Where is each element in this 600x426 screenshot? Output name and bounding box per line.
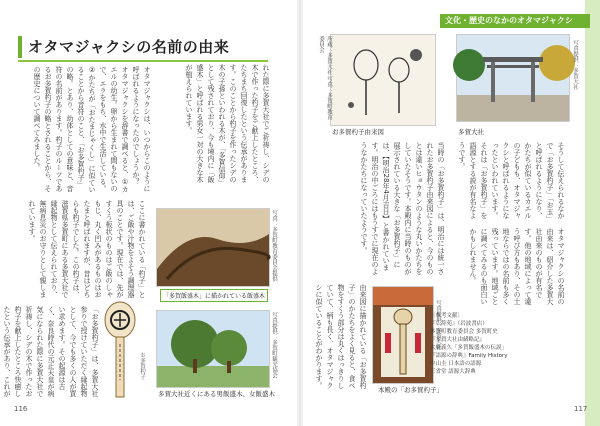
shrine-caption: 多賀大社 [458, 128, 484, 136]
right-column-2: 由来図に描かれている「お多賀杓子」のかたちをよく見ると、食べ物をすくう部分は丸くはっきりしていて、柄も長く、オタマジャクシに似ていることがわかります。 [315, 284, 367, 389]
shiki-photo-credit: 写真：多賀町教育委員会提供 [271, 210, 277, 282]
references-block [430, 312, 550, 376]
shiki-tree-photo [156, 208, 270, 287]
trees-photo-credit: 写真提供：多賀町観光協会 [271, 312, 277, 378]
reference-item: 大鹿義久「多賀飯盛木の伝説」 [430, 345, 508, 351]
gutter [297, 0, 303, 426]
shrine-photo [456, 34, 570, 122]
reference-item: 中山圭 日本語の語源 [430, 361, 482, 367]
article-title: オタマジャクシの名前の由来 [28, 38, 230, 56]
right-column-4: オタマジャクシの名前の由来は、紹介した多賀大社由来のものが有名です。他の地域によって違う呼び方もあり、その土地ならではの名前も多く残っています。地域ごとに調べてみるのも面白いかもしれません。 [469, 228, 565, 305]
trees-image [157, 311, 269, 387]
left-low-column: 「お多賀杓子」は、多賀大社参りで授けていただく縁起物として、今でも多くの人が買い求めます。その起源は古く、奈良時代の元正天皇が病気になられた際に多賀大社で祈祷し、シデの木で作ったお杓子を献上したところ快癒したという伝承があり、これが [3, 306, 99, 397]
trees-caption: 多賀大社近くにある男飯盛木、女飯盛木 [158, 390, 275, 398]
section-label: 文化・歴史のなかのオタマジャクシ [445, 16, 573, 25]
diagram-sketch-image [331, 35, 435, 125]
article-title-box [18, 34, 268, 62]
section-header [0, 14, 600, 28]
ladle-illustration [103, 300, 137, 400]
diagram-caption: お多賀杓子由来図 [332, 128, 384, 136]
shrine-photo-credit: 写真提供：多賀大社 [572, 40, 578, 90]
reference-item: 『広辞苑』（岩波書店） [430, 321, 488, 327]
reference-item: 『多賀大社由緒略記』 [430, 337, 486, 343]
right-column-1: 当時の「お多賀杓子」は、明治には統一されたお多賀杓子由来図によると、今のものとは違いヒョウタンのような丸いかたちをしていたそうです。本殿内に当時のものが展示されている大きな「お多賀杓子」には、【明治28年4月吉日】と書かれています。明治の中ごろにはもうすでに現在のようなかたちになっていたようです。 [360, 142, 445, 275]
right-page-number: 117 [574, 405, 588, 413]
diagram-credit: 所蔵：多賀大社 写真：多賀町教育委員会 [318, 36, 332, 121]
ladle-caption: お多賀杓子 [139, 352, 145, 380]
shiki-caption: 「多賀飯盛木」に描かれている飯盛木 [160, 289, 268, 302]
torii-image [457, 35, 569, 121]
right-column-3: そうして伝えられるなかで「お多賀杓子」「お玉」と呼ばれるようになり、かたちが似ているカエルの子どもも、オタマジャクシと呼ばれるようになったといわれています。それは「お多賀杓子」を語源とする説が有名なようです。 [458, 142, 565, 219]
reference-item: 三省堂 語源大辞典 [430, 369, 476, 375]
origin-diagram [330, 34, 436, 126]
shrine-ladle-credit: 写真提供：多賀大社 [435, 300, 441, 350]
shrine-ladle-photo [372, 286, 434, 384]
references-heading: 〔参考文献〕 [430, 313, 464, 319]
shrine-ladle-caption: 本殿の「お多賀杓子」 [378, 386, 443, 394]
left-right-column: れた際に多賀大社でご祈祷し、シデの木で作った杓子をご献上したところ、たちまち回復したという伝承があります。このことから杓子を作ったシデの木の子孫といわれる木が、「多賀信仰」として残されており、今も境内に「飯盛木」と呼ばれる男女一対の大きな木が植えられています。 [185, 64, 270, 183]
hall-ladle-image [373, 287, 433, 383]
left-main-column: オタマジャクシは、いつからこのように呼ばれるようになったのでしょうか？ オタマジャクシを辞書で調べると、①カエルの幼生。卵から生まれて間もないので、エラをもち、水中で生活している。②かたちが「おたまじゃくし」に似ていることから音符のこと、「お多賀杓子」の略。とあり、幼体としての意味と、音符の名前があります。杓子のルーツであるお多賀杓子の略とされることから、その歴史について調べてみました。 [33, 66, 151, 193]
tree-trunk-image [157, 209, 269, 286]
reference-item: 『語源の辞典』Family History [430, 353, 508, 359]
twin-trees-photo [156, 310, 270, 388]
reference-item: 多賀町教育委員会 多賀町史 [430, 329, 498, 335]
page-edge-tab [585, 0, 600, 426]
left-mid-column: ここに書かれている「杓子」とは、ご飯や汁物をよそう調理器具のことです。現在では、先がすくう板状のものはご飯のしゃもじ、丸く凹みがあるものはおたまと呼ばれますが、昔はどちらも杓子でした。この杓子は、滋賀県多賀町にある多賀大社で縁起物として伝えられており、無病息災のお守りとして親しまれています。 [28, 200, 146, 298]
left-page-number: 116 [14, 405, 28, 413]
title-accent [18, 36, 22, 58]
